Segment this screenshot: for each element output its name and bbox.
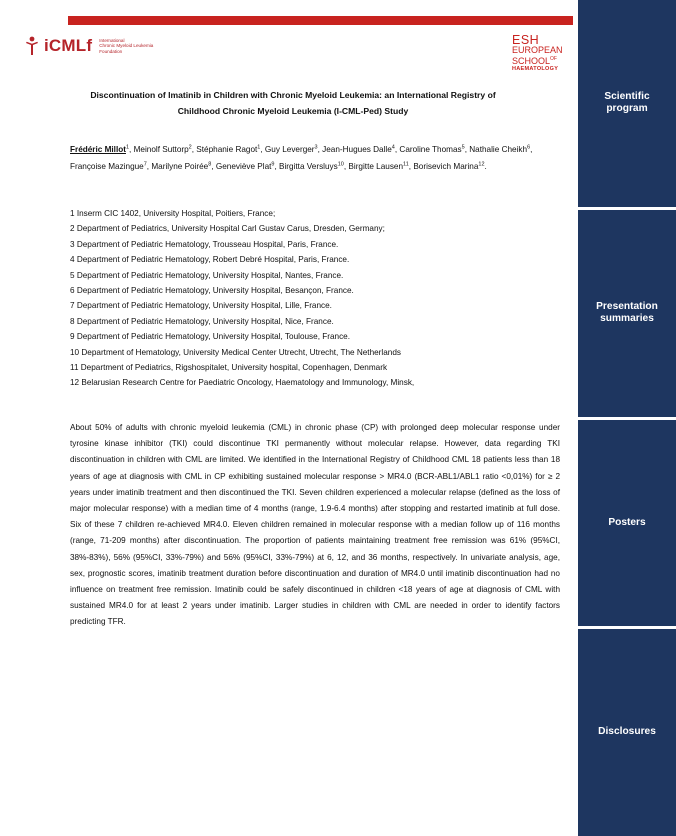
- author-affiliation-mark: 11: [403, 161, 409, 168]
- author-affiliation-mark: 4: [391, 144, 395, 151]
- author-name: Nathalie Cheikh: [469, 145, 528, 154]
- author-name: Geneviève Plat: [215, 161, 272, 171]
- esh-logo-line3: $SCHOOL^{OF}$: [512, 56, 557, 66]
- affiliation-item: 1 Inserm CIC 1402, University Hospital, Poitiers, France;: [70, 209, 276, 218]
- author-name: Marilyne Poirée: [151, 161, 209, 171]
- affiliation-item: 4 Department of Pediatric Hematology, Robert Debré Hospital, Paris, France.: [70, 255, 350, 265]
- header-accent-bar: [68, 16, 573, 25]
- affiliation-item: 9 Department of Pediatric Hematology, University Hospital, Toulouse, France.: [70, 332, 351, 342]
- author-name: Caroline Thomas: [399, 145, 462, 154]
- esh-logo-line2: EUROPEAN: [512, 45, 563, 55]
- author-name: Jean-Hugues Dalle: [322, 145, 392, 154]
- affiliation-item: 6 Department of Pediatric Hematology, University Hospital, Besançon, France.: [70, 286, 354, 296]
- author-name: Françoise Mazingue: [70, 161, 144, 171]
- esh-logo-line1: ESH: [512, 33, 540, 47]
- sidebar-nav: [578, 0, 676, 836]
- author-name: Stéphanie Ragot: [196, 145, 258, 154]
- affiliation-list: [70, 206, 570, 391]
- author-affiliation-mark: 1: [257, 144, 261, 151]
- affiliation-item: 3 Department of Pediatric Hematology, Trousseau Hospital, Paris, France.: [70, 239, 339, 249]
- first-author-name: Frédéric Millot: [70, 145, 126, 154]
- author-name: Borisevich Marina: [413, 161, 479, 171]
- affiliation-item: 12 Belarusian Research Centre for Paediatric Oncology, Haematology and Immunology, Minsk,: [70, 378, 415, 388]
- author-affiliation-mark: 6: [527, 144, 531, 151]
- author-affiliation-mark: 9: [271, 161, 275, 168]
- nav-presentation-summaries[interactable]: Presentation summaries: [596, 300, 658, 324]
- affiliation-item: 11 Department of Pediatrics, Rigshospitalet, University hospital, Copenhagen, Denmark: [70, 363, 388, 373]
- affiliation-item: 5 Department of Pediatric Hematology, University Hospital, Nantes, France.: [70, 270, 344, 280]
- author-affiliation-mark: 1: [125, 144, 130, 151]
- author-affiliation-mark: 7: [143, 161, 147, 168]
- author-affiliation-mark: 12: [478, 161, 485, 168]
- author-affiliation-mark: 10: [337, 161, 344, 168]
- author-name: Meinolf Suttorp: [133, 145, 189, 154]
- esh-logo: [512, 34, 572, 73]
- nav-scientific-program[interactable]: Scientific program: [604, 90, 650, 114]
- author-affiliation-mark: 2: [188, 144, 192, 151]
- author-affiliation-mark: 5: [461, 144, 465, 151]
- author-name: Guy Leverger: [264, 145, 315, 154]
- nav-posters[interactable]: Posters: [608, 516, 646, 528]
- author-affiliation-mark: 3: [314, 144, 318, 151]
- paper-title: Discontinuation of Imatinib in Children with Chronic Myeloid Leukemia: an International Registry of Childhood Chronic Myeloid Leukemia (I-CML-Ped) Study: [90, 90, 496, 116]
- icmlf-subtitle: International Chronic Myeloid Leukemia Foundation: [99, 38, 154, 54]
- affiliation-item: 8 Department of Pediatric Hematology, University Hospital, Nice, France.: [70, 316, 334, 326]
- icmlf-logo: [24, 36, 153, 56]
- nav-disclosures[interactable]: Disclosures: [598, 725, 656, 737]
- author-name: Birgitta Versluys: [279, 161, 338, 171]
- esh-logo-line4: HAEMATOLOGY: [512, 66, 559, 72]
- abstract-text: About 50% of adults with chronic myeloid leukemia (CML) in chronic phase (CP) with prolonged deep molecular response under tyrosine kinase inhibitor (TKI) could discontinue TKI permanently without molecular relapse. However, data regarding TKI discontinuation in children with CML are limited. We identified in the International Registry of Childhood CML 18 patients less than 18 years of age at diagnosis with CML in CP exhibiting sustained molecular response > MR4.0 (BCR-ABL1/ABL1 ratio <0,01%) for ≥ 2 years under imatinib treatment and then discontinued the TKI. Seven children experienced a molecular relapse (defined as the loss of major molecular response) with a median time of 4 months (range, 1.9-6.4 months) after stopping and restarted imatinib at full dose. Six of these 7 children re-achieved MR4.0. Eleven children remained in molecular response with a median follow up of 116 months (range, 71-209 months) after discontinuation. The proportion of patients maintaining treatment free remission was 61% (95%CI, 38%-83%), 56% (95%CI, 33%-79%) and 56% (95%CI, 33%-79%) at 6, 12, and 36 months, respectively. In univariate analysis, age, sex, prognostic scores, imatinib treatment duration before discontinuation and duration of MR4.0 until imatinib discontinuation had no influence on treatment free remission. Imatinib could be safely discontinued in children <18 years of age at diagnosis of CML with sustained MR4.0 for at least 2 years under imatinib. Larger studies in children with CML are needed in order to identify factors predicting TFR.: [70, 423, 560, 627]
- icmlf-wordmark: iCMLf: [44, 36, 93, 55]
- affiliation-item: 10 Department of Hematology, University Medical Center Utrecht, Utrecht, The Netherlands: [70, 347, 401, 357]
- affiliation-item: 7 Department of Pediatric Hematology, University Hospital, Lille, France.: [70, 301, 332, 311]
- affiliation-item: 2 Department of Pediatrics, University Hospital Carl Gustav Carus, Dresden, Germany;: [70, 224, 385, 234]
- author-name: Birgitte Lausen: [348, 161, 404, 171]
- author-list: Frédéric Millot$^1$, Meinolf Suttorp$^2$, Stéphanie Ragot$^1$, Guy Leverger$^3$, Jean-Hugues Dalle$^4$, Caroline Thomas$^5$, Nathalie Cheikh$^6$, Françoise Mazingue$^7$, Marilyne Poirée$^8$, Geneviève Plat$^9$, Birgitta Versluys$^{10}$, Birgitte Lausen$^{11}$, Borisevich Marina$^{12}$.: [70, 144, 533, 171]
- author-affiliation-mark: 8: [208, 161, 212, 168]
- icmlf-figure-icon: [24, 36, 40, 56]
